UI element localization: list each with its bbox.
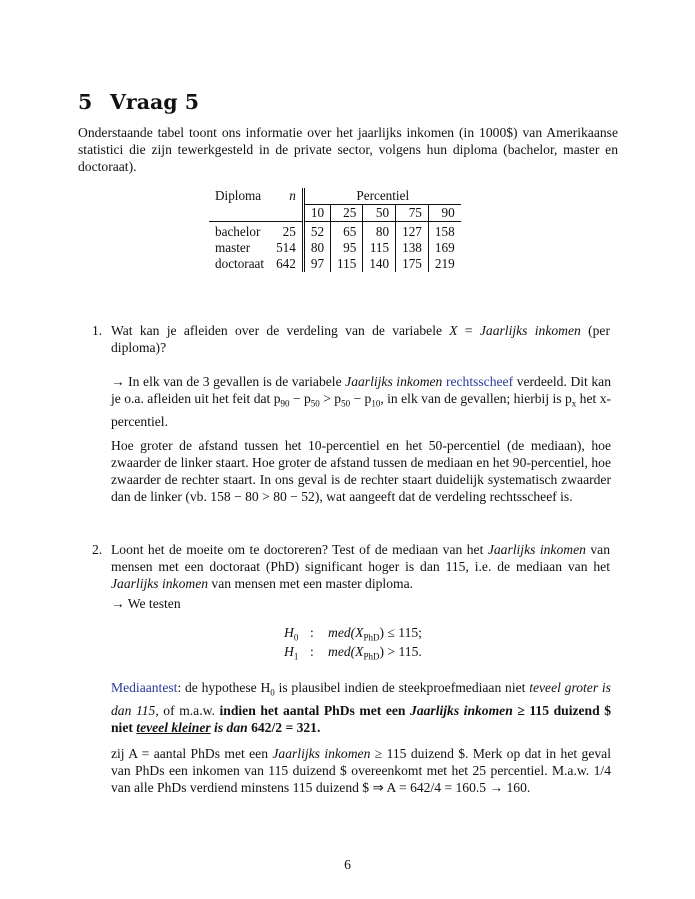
col-header-diploma: Diploma [215,188,262,204]
italic-run: teveel groter is dan 115 [111,680,611,718]
question-1 [92,322,610,356]
text-run: > p [319,391,342,406]
question-number: 1. [92,323,103,338]
table-row [209,222,461,241]
cell-value: 138 [396,240,429,256]
section-number: 5 [78,90,93,114]
text-run: van mensen met een master diploma. [208,576,414,591]
variable-name: Jaarlijks inkomen [479,323,581,338]
row-n: 25 [270,222,303,241]
row-diploma: doctoraat [215,256,265,271]
question-2 [92,541,610,592]
cell-value: 158 [428,222,460,241]
colon: : [310,644,314,659]
variable-name: Jaarlijks inkomen [111,576,209,591]
math-expr: med(X [328,625,364,640]
text-run: , of m.a.w. [155,702,220,718]
mediaantest-link[interactable]: Mediaantest [111,680,178,695]
text-run: ≥ 115 duizend $. Merk op dat in het geval van PhDs een inkomen van 115 duizend $ overeenkomt met het 25 percentiel. M.a.w. 1/4 van alle PhDs verdiend minstens 115 duizend $ ⇒ A = 642/4 = 160.5 → 160. [111,746,611,795]
percentile-header: 10 [303,205,330,222]
text-run: Wat kan je afleiden over de verdeling van de variabele [111,323,450,338]
cell-value: 127 [396,222,429,241]
we-test-line: → We testen [111,596,181,611]
math-var: H [284,625,294,640]
text-run: Loont het de moeite om te doctoreren? Test of de mediaan van het [111,542,488,557]
subscript: x [571,398,577,409]
text-run: − p [289,391,311,406]
subscript: 10 [371,398,381,409]
intro-paragraph: Onderstaande tabel toont ons informatie over het jaarlijks inkomen (in 1000$) van Amerikaanse statistici die zijn tewerkgesteld in de private sector, volgens hun diploma (bachelor, master en doctoraat). [78,125,618,174]
math-expr: ) > 115. [379,644,422,659]
page-number: 6 [344,857,351,872]
text-run: − p [350,391,372,406]
bold-run: ≥ 115 duizend $ niet [111,702,612,735]
cell-value: 140 [363,256,396,272]
row-diploma: master [215,240,251,255]
rechtsscheef-link[interactable]: rechtsscheef [445,374,514,389]
subscript: 50 [341,398,351,409]
section-title: Vraag 5 [110,90,200,114]
text-run: verdeeld. Dit kan je o.a. afleiden uit het feit dat p [111,374,612,406]
text-run: → In elk van de 3 gevallen is de variabele [111,374,346,389]
col-header-n: n [270,188,303,205]
bold-run: 642/2 = 321. [247,719,321,735]
percentile-header: 90 [428,205,460,222]
table-row [209,240,461,256]
text-run: zij A = aantal PhDs met een [111,746,273,761]
mediaantest-paragraph [111,679,611,736]
cell-value: 65 [331,222,363,241]
subscript: 0 [293,632,299,643]
text-run: van mensen met een doctoraat (PhD) significant hoger is dan 115, i.e. de mediaan van het [111,542,611,574]
underlined-run: teveel kleiner [136,719,211,735]
subscript: 90 [280,398,290,409]
bold-run: indien het aantal PhDs met een [219,702,411,718]
cell-value: 52 [310,224,325,239]
math-expr: ) ≤ 115; [379,625,422,640]
text-run: (per diploma)? [111,323,610,355]
subscript: PhD [363,632,380,643]
percentile-header: 50 [363,205,396,222]
variable-name: Jaarlijks inkomen [345,374,443,389]
percentile-header: 25 [331,205,363,222]
zij-paragraph [111,745,611,796]
percentile-table [209,188,461,272]
cell-value: 95 [331,240,363,256]
variable-name: Jaarlijks inkomen [487,542,586,557]
text-run: = [457,323,480,338]
math-var: X [449,323,458,338]
cell-value: 115 [363,240,396,256]
text-run: het x-percentiel. [111,391,612,429]
section-heading [78,90,199,114]
cell-value: 115 [331,256,363,272]
cell-value: 169 [428,240,460,256]
percentile-header: 75 [396,205,429,222]
col-header-percentiel: Percentiel [356,188,410,203]
hypothesis-h1 [284,643,422,666]
answer-1-paragraph-2: Hoe groter de afstand tussen het 10-percentiel en het 50-percentiel (de mediaan), hoe zwaarder de linker staart. Hoe groter de afstand tussen de mediaan en het 90-percentiel, hoe zwaarder de rechter staart. In ons geval is de rechter staart duidelijk systematisch zwaarder dan de linker (vb. 158 − 80 > 80 − 52), wat aangeeft dat de verdeling rechtsscheef is. [111,438,611,504]
cell-value: 97 [310,256,325,271]
subscript: PhD [363,651,380,662]
answer-1-paragraph-1 [111,373,611,430]
bold-italic-run: Jaarlijks inkomen [410,702,513,718]
subscript: 1 [293,651,299,662]
variable-name: Jaarlijks inkomen [272,746,371,761]
subscript: 0 [270,687,275,698]
row-diploma: bachelor [215,224,261,239]
text-run: : de hypothese H [177,680,271,695]
cell-value: 219 [428,256,460,272]
question-text [111,322,610,356]
text-run: , in elk van de gevallen; hierbij is p [380,391,572,406]
table-row [209,256,461,272]
question-text [111,541,610,592]
subscript: 50 [310,398,320,409]
math-var: H [284,644,294,659]
cell-value: 175 [396,256,429,272]
row-n: 642 [270,256,303,272]
text-run: is plausibel indien de steekproefmediaan niet [274,680,530,695]
row-n: 514 [270,240,303,256]
cell-value: 80 [310,240,325,255]
bold-italic-run: is dan [210,719,248,735]
cell-value: 80 [363,222,396,241]
colon: : [310,625,314,640]
math-expr: med(X [328,644,364,659]
question-number: 2. [92,542,103,557]
